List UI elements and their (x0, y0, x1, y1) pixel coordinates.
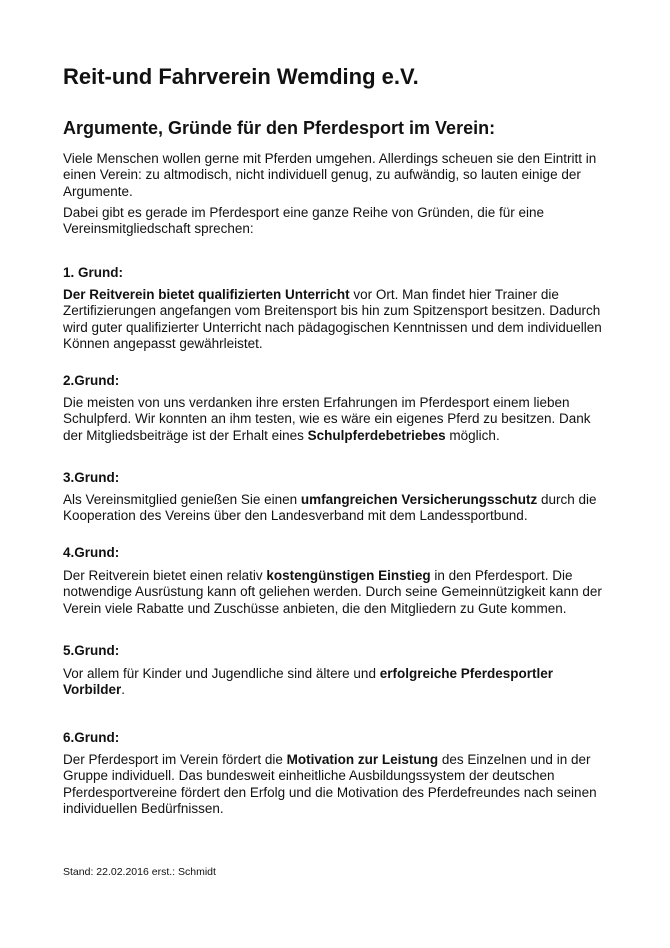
reason-3-text (63, 492, 608, 525)
reason-4-highlight: kostengünstigen Einstieg (266, 568, 431, 583)
reason-4-heading: 4.Grund: (63, 545, 120, 560)
reason-6-text (63, 752, 608, 817)
reason-6-heading: 6.Grund: (63, 730, 120, 745)
reason-4-text-before: Der Reitverein bietet einen relativ (63, 568, 267, 583)
intro-paragraph-2: Dabei gibt es gerade im Pferdesport eine ganze Reihe von Gründen, die für eine Vereinsmitgliedschaft sprechen: (63, 205, 545, 237)
reason-3-highlight: umfangreichen Versicherungsschutz (300, 492, 538, 507)
reason-3-heading: 3.Grund: (63, 470, 120, 485)
reason-6-text-before: Der Pferdesport im Verein fördert die (63, 752, 287, 767)
reason-1-heading: 1. Grund: (63, 265, 123, 280)
reason-1-text (63, 287, 608, 352)
document-subtitle: Argumente, Gründe für den Pferdesport im Verein: (63, 118, 496, 138)
reason-1-highlight: Der Reitverein bietet qualifizierten Unterricht (63, 287, 350, 302)
reason-2-heading: 2.Grund: (63, 373, 120, 388)
reason-5-heading: 5.Grund: (63, 643, 120, 658)
reason-5-text-after: . (121, 682, 126, 698)
reason-2-text-after: möglich. (445, 427, 500, 443)
reason-5-text-before: Vor allem für Kinder und Jugendliche sind ältere und (63, 666, 380, 681)
reason-1-text-after: vor Ort. Man findet hier Trainer die Zertifizierungen angefangen vom Breitensport bis hin zum Spitzensport besitzen. Dadurch wird guter qualifizierter Unterricht nach pädagogischen Kenntnissen und dem individuellen Können angepasst gewährleistet. (63, 287, 602, 351)
reason-2-text-before: Die meisten von uns verdanken ihre ersten Erfahrungen im Pferdesport einem lieben Schulpferd. Wir konnten an ihm testen, wie es wäre ein eigenes Pferd zu besitzen. Dank der Mitgliedsbeiträge ist der Erhalt eines (63, 395, 591, 443)
reason-3-text-after: durch die Kooperation des Vereins über den Landesverband mit dem Landessportbund. (63, 492, 597, 524)
reason-5-text (63, 666, 608, 699)
reason-2-text (63, 395, 608, 444)
intro-paragraph-1: Viele Menschen wollen gerne mit Pferden umgehen. Allerdings scheuen sie den Eintritt in einen Verein: zu altmodisch, nicht individuell genug, zu aufwändig, so lauten einige der Argumente. (63, 151, 597, 199)
reason-5-highlight: erfolgreiche Pferdesportler Vorbilder (63, 666, 554, 698)
document-title: Reit-und Fahrverein Wemding e.V. (63, 64, 419, 89)
reason-3-text-before: Als Vereinsmitglied genießen Sie einen (63, 492, 301, 507)
reason-4-text-after: in den Pferdesport. Die notwendige Ausrüstung kann oft geliehen werden. Durch seine Gemeinnützigkeit kann der Verein viele Rabatte und Zuschüsse anbieten, die den Mitgliedern zu Gute kommen. (63, 568, 602, 616)
reason-6-highlight: Motivation zur Leistung (286, 752, 439, 767)
reason-2-highlight: Schulpferdebetriebes (307, 427, 446, 443)
document-footer: Stand: 22.02.2016 erst.: Schmidt (63, 866, 216, 878)
reason-4-text (63, 568, 608, 617)
reason-6-text-after: des Einzelnen und in der Gruppe individuell. Das bundesweit einheitliche Ausbildungssystem der deutschen Pferdesportvereine fördert den Erfolg und die Motivation des Pferdefreundes nach seinen individuellen Bedürfnissen. (63, 752, 597, 816)
